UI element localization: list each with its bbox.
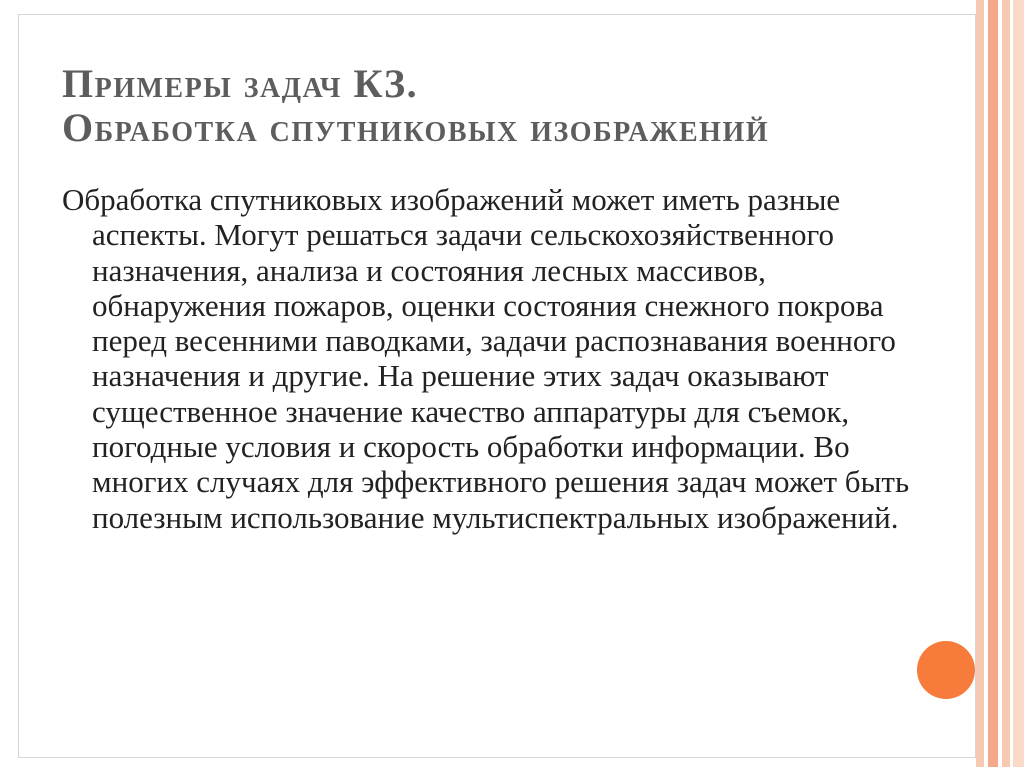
title-line-1: Примеры задач КЗ.	[62, 61, 419, 106]
decorative-stripes	[976, 0, 1024, 767]
accent-circle	[917, 641, 975, 699]
title-line-2: Обработка спутниковых изображений	[62, 105, 770, 150]
slide-title	[62, 62, 942, 150]
body-paragraph: Обработка спутниковых изображений может иметь разные аспекты. Могут решаться задачи сельскохозяйственного назначения, анализа и состояния лесных массивов, обнаружения пожаров, оценки состояния снежного покрова перед весенними паводками, задачи распознавания военного назначения и другие. На решение этих задач оказывают существенное значение качество аппаратуры для съемок, погодные условия и скорость обработки информации. Во многих случаях для эффективного решения задач может быть полезным использование мультиспектральных изображений.	[62, 182, 910, 535]
stripe	[976, 0, 984, 767]
stripe	[1002, 0, 1010, 767]
stripe	[1013, 0, 1024, 767]
stripe	[988, 0, 998, 767]
